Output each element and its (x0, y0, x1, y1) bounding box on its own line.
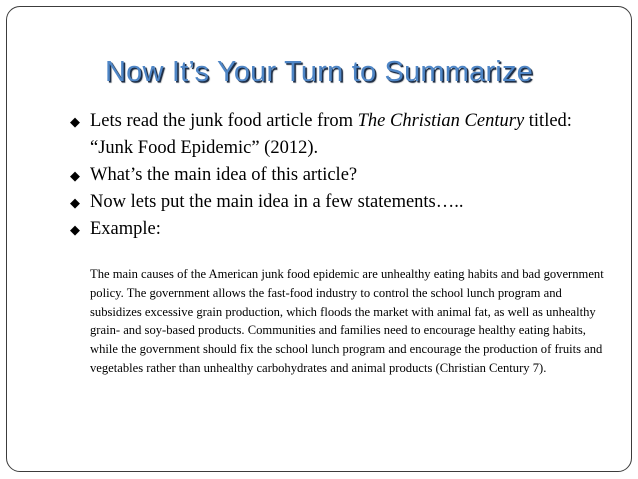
bullet-icon: ◆ (70, 195, 80, 210)
bullet-item-example (70, 216, 590, 243)
bullet-item-statements (70, 189, 590, 216)
bullet-item-main-idea (70, 162, 590, 189)
example-paragraph: The main causes of the American junk food epidemic are unhealthy eating habits and bad government policy. The government allows the fast-food industry to control the school lunch program and subsidizes excessive grain production, which floods the market with animal fat, as well as unhealthy grain- and soy-based products. Communities and families need to encourage healthy eating habits, while the government should fix the school lunch program and encourage the production of fruits and vegetables rather than unhealthy carbohydrates and animal products (Christian Century 7). (90, 267, 604, 375)
slide-title: Now It’s Your Turn to Summarize (105, 56, 533, 88)
bullet-icon: ◆ (70, 222, 80, 237)
bullet-list (70, 108, 590, 243)
bullet-text-continued: titled: “Junk Food Epidemic” (2012). (90, 111, 572, 158)
bullet-text: Lets read the junk food article from (90, 111, 358, 131)
bullet-icon: ◆ (70, 114, 80, 129)
bullet-text: Example: (90, 219, 161, 239)
bullet-item-read-article (70, 108, 590, 162)
bullet-text: Now lets put the main idea in a few statements….. (90, 192, 464, 212)
article-source: The Christian Century (357, 111, 525, 131)
bullet-text: What’s the main idea of this article? (90, 165, 358, 185)
bullet-icon: ◆ (70, 168, 80, 183)
